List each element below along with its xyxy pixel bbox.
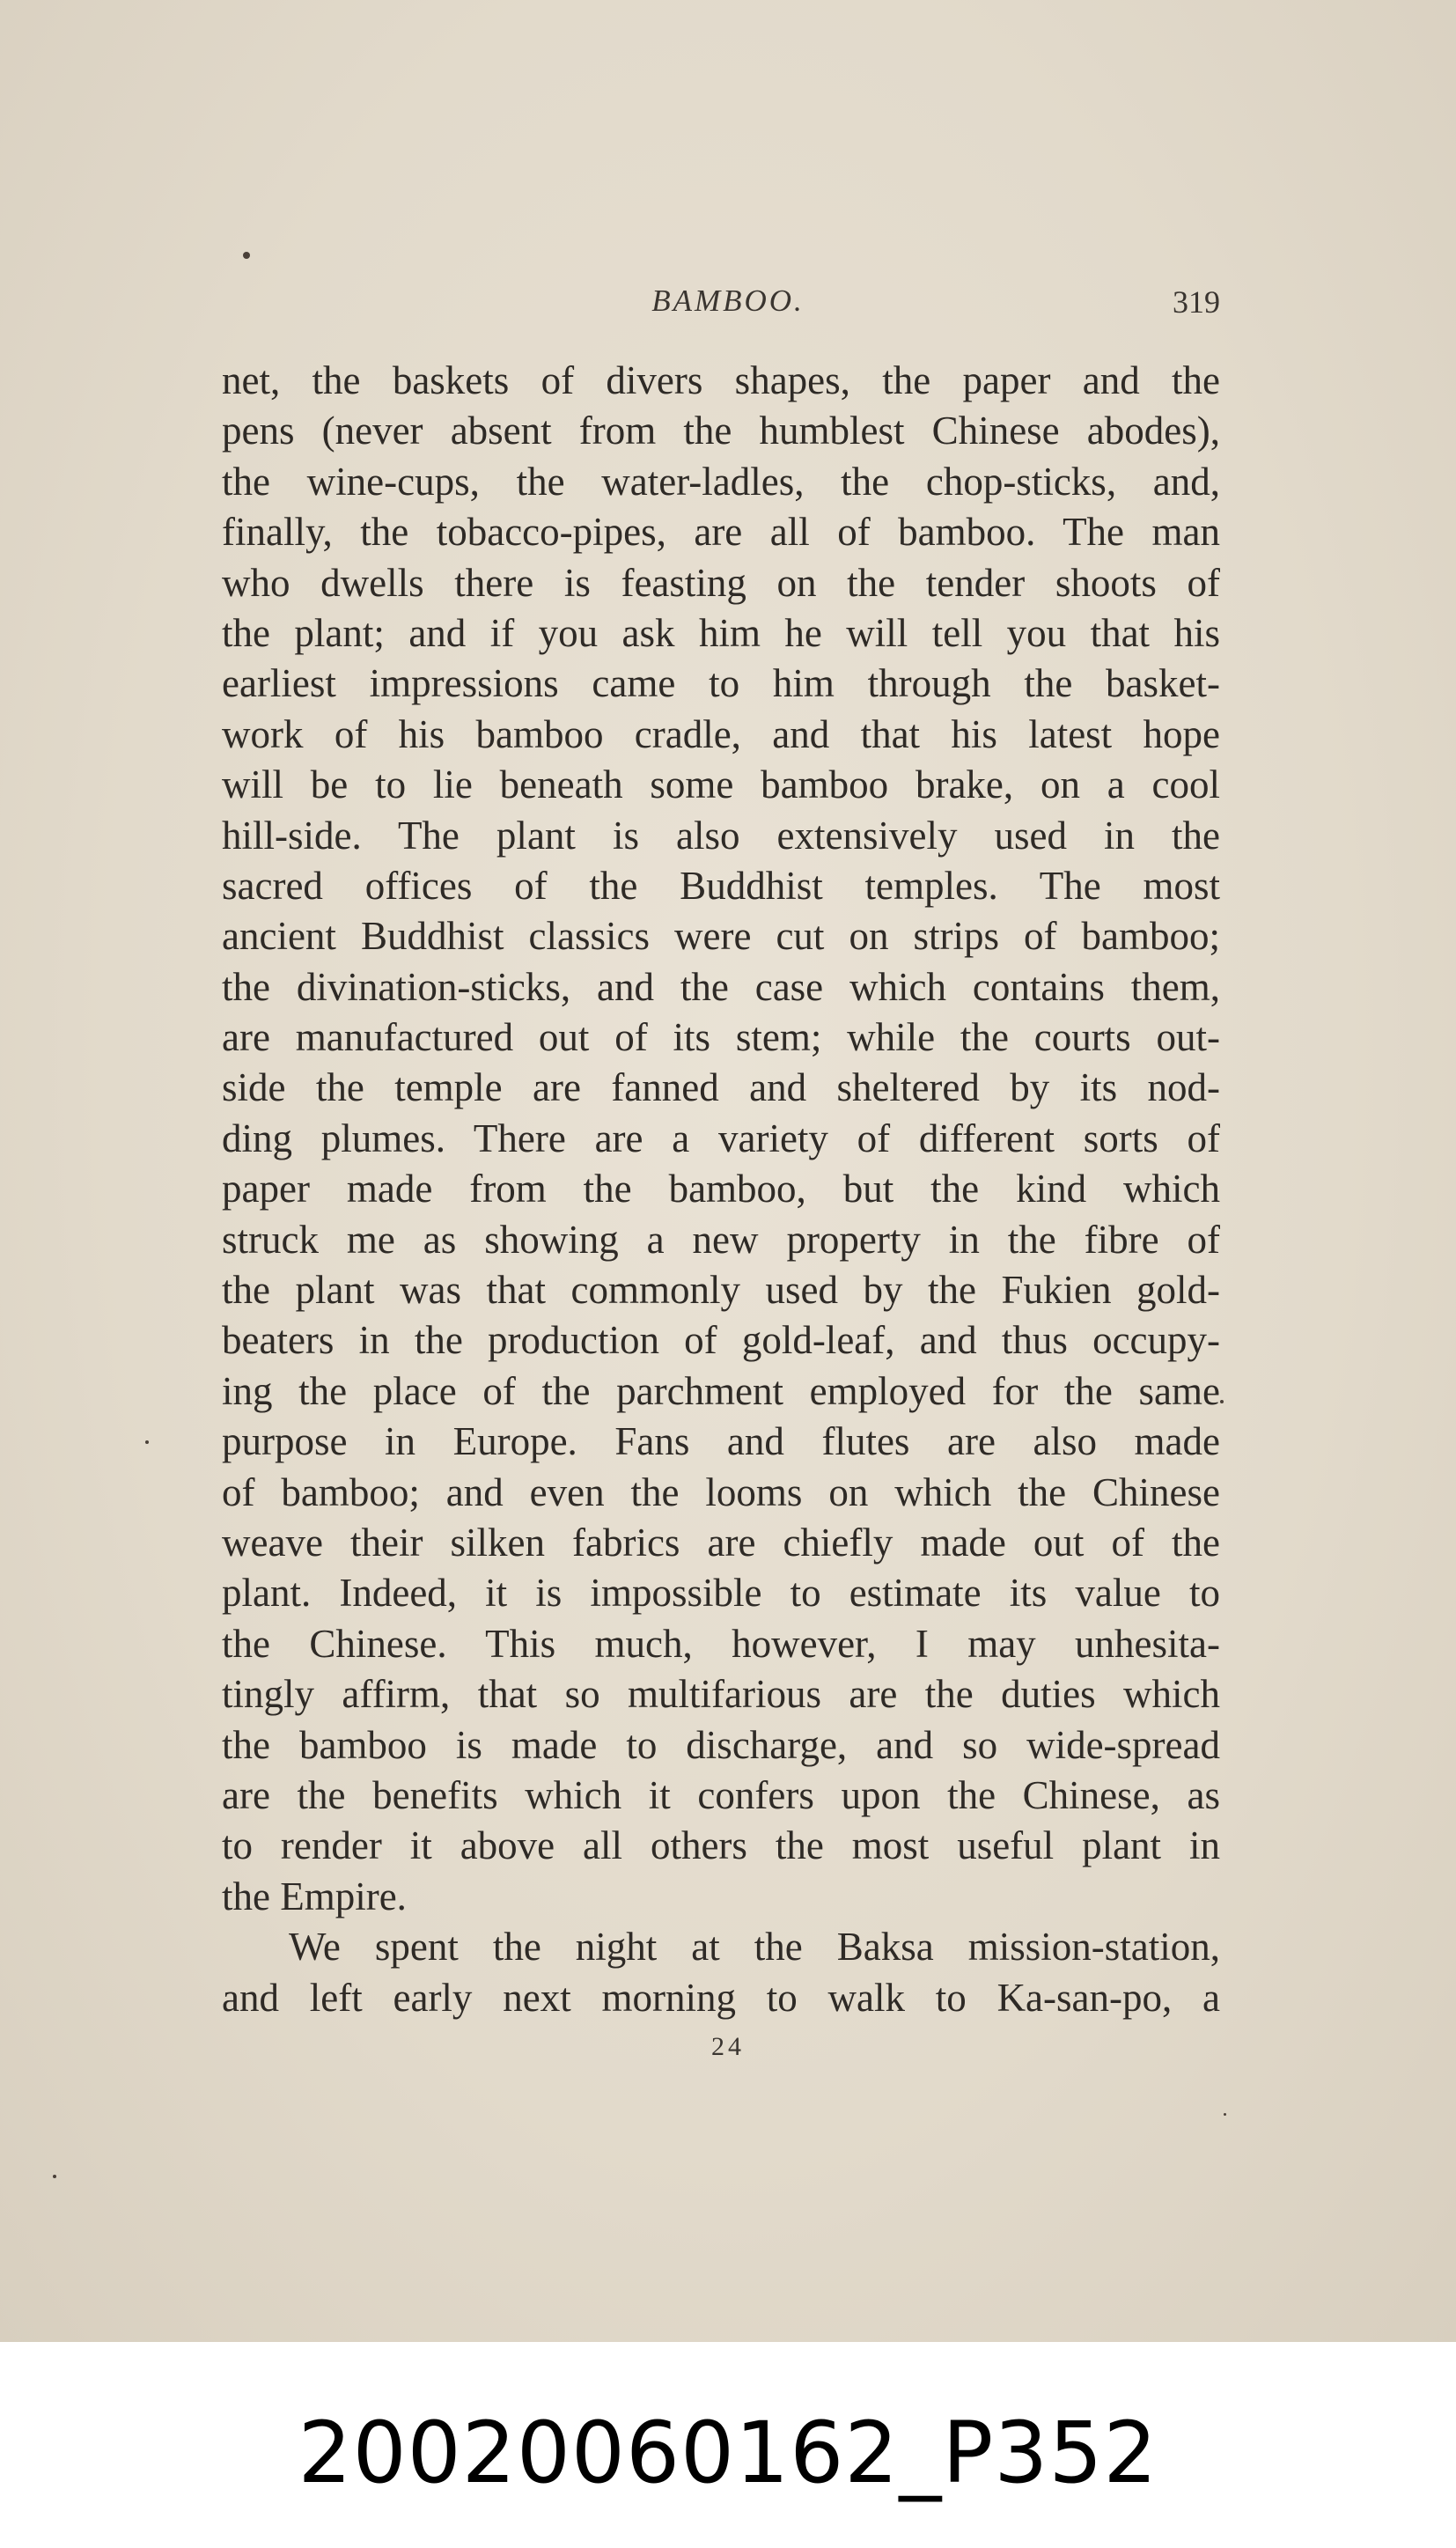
- paper-speck: [1220, 1400, 1224, 1403]
- text-line: sacred offices of the Buddhist temples. The most: [222, 863, 1220, 908]
- text-line: beaters in the production of gold-leaf, and thus occupy-: [222, 1318, 1220, 1363]
- body-text: [222, 356, 1220, 2023]
- text-line: struck me as showing a new property in the fibre of: [222, 1217, 1220, 1262]
- text-line: hill-side. The plant is also extensively used in the: [222, 813, 1220, 858]
- text-line: the Empire.: [222, 1874, 407, 1918]
- text-line: net, the baskets of divers shapes, the paper and the: [222, 358, 1220, 402]
- text-line: earliest impressions came to him through the basket-: [222, 661, 1220, 706]
- text-line: pens (never absent from the humblest Chinese abodes),: [222, 409, 1220, 453]
- text-line: are manufactured out of its stem; while the courts out-: [222, 1015, 1220, 1060]
- image-identifier: 20020060162_P352: [298, 2404, 1158, 2502]
- text-line: weave their silken fabrics are chiefly made out of the: [222, 1520, 1220, 1565]
- paper-speck: [1224, 2113, 1226, 2116]
- running-title: BAMBOO.: [651, 284, 805, 318]
- text-line: who dwells there is feasting on the tender shoots of: [222, 560, 1220, 605]
- text-line: the Chinese. This much, however, I may unhesita-: [222, 1621, 1220, 1666]
- text-line: the plant was that commonly used by the Fukien gold-: [222, 1268, 1220, 1313]
- text-line: ancient Buddhist classics were cut on strips of bamboo;: [222, 914, 1220, 959]
- text-line: paper made from the bamboo, but the kind which: [222, 1167, 1220, 1211]
- text-line: ding plumes. There are a variety of different sorts of: [222, 1116, 1220, 1160]
- paper-speck: [243, 252, 250, 259]
- caption-area: [0, 2342, 1456, 2548]
- text-line: side the temple are fanned and sheltered by its nod-: [222, 1065, 1220, 1110]
- text-line: and left early next morning to walk to Ka-san-po, a: [222, 1975, 1220, 2020]
- text-line: the plant; and if you ask him he will tell you that his: [222, 610, 1220, 655]
- page-number: 319: [1173, 284, 1220, 320]
- text-line: ing the place of the parchment employed for the same: [222, 1368, 1220, 1413]
- text-line: to render it above all others the most useful plant in: [222, 1823, 1220, 1868]
- text-line: plant. Indeed, it is impossible to estimate its value to: [222, 1571, 1220, 1616]
- text-line: are the benefits which it confers upon the Chinese, as: [222, 1772, 1220, 1817]
- text-line: purpose in Europe. Fans and flutes are also made: [222, 1419, 1220, 1464]
- text-line: tingly affirm, that so multifarious are the duties which: [222, 1672, 1220, 1717]
- text-line: of bamboo; and even the looms on which the Chinese: [222, 1469, 1220, 1514]
- running-head: [0, 275, 1456, 328]
- text-line: the bamboo is made to discharge, and so wide-spread: [222, 1722, 1220, 1767]
- text-line: the divination-sticks, and the case which contains them,: [222, 964, 1220, 1009]
- paper-speck: [53, 2175, 56, 2178]
- text-line: We spent the night at the Baksa mission-station,: [289, 1925, 1220, 1970]
- text-line: work of his bamboo cradle, and that his latest hope: [222, 711, 1220, 756]
- signature-mark: 24: [711, 2032, 745, 2061]
- text-line: the wine-cups, the water-ladles, the chop-sticks, and,: [222, 459, 1220, 504]
- text-line: finally, the tobacco-pipes, are all of bamboo. The man: [222, 510, 1220, 555]
- paper-speck: [145, 1440, 149, 1444]
- text-line: will be to lie beneath some bamboo brake, on a cool: [222, 762, 1220, 807]
